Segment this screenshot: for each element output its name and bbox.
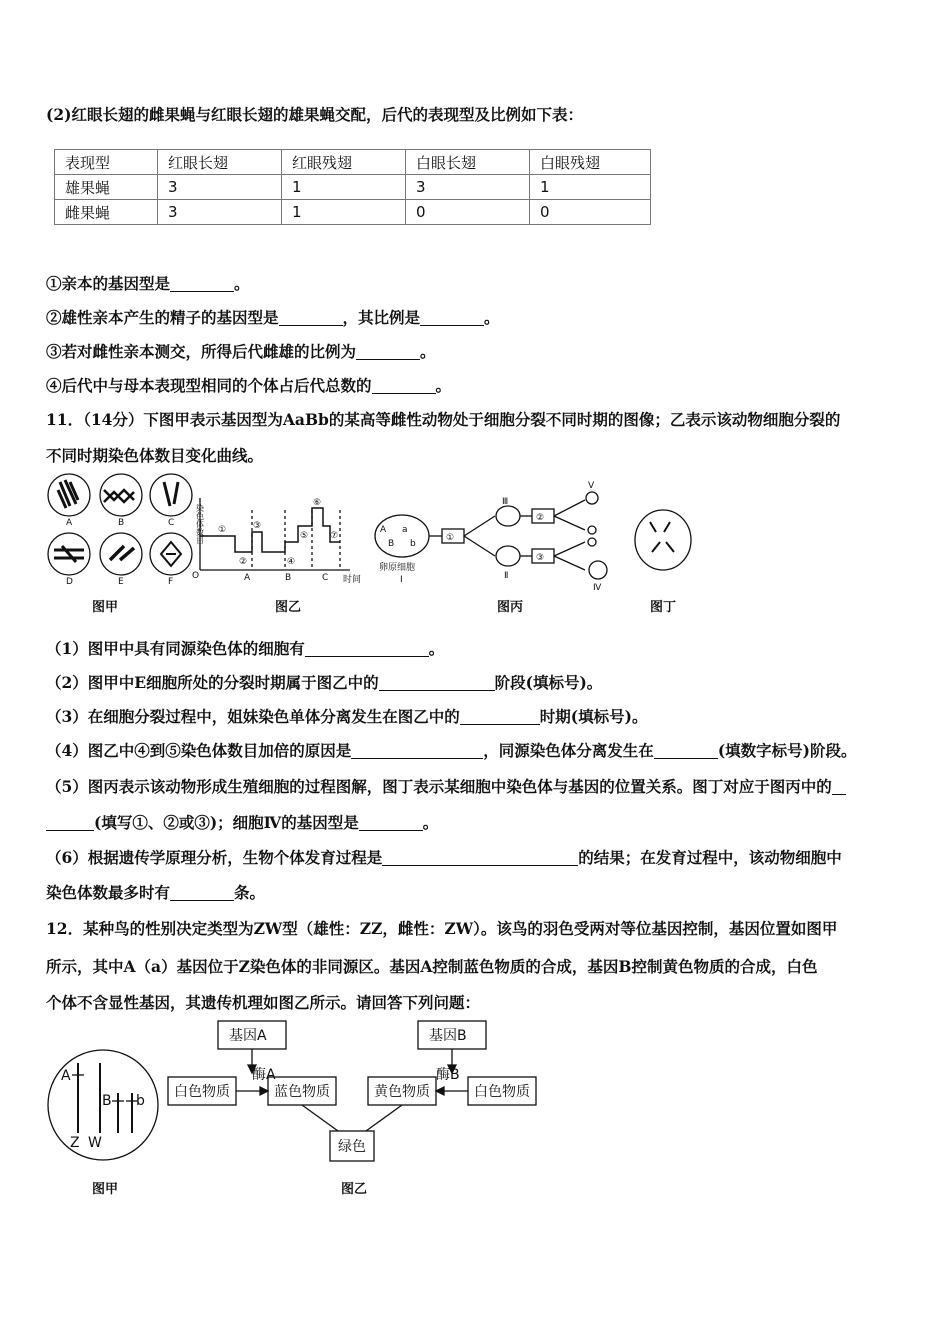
answer-blank[interactable] xyxy=(420,310,484,327)
gene-label: B xyxy=(102,1093,112,1109)
q11-figures xyxy=(40,470,720,620)
q12-stem: 所示，其中A（a）基因位于Z染色体的非同源区。基因A控制蓝色物质的合成，基因B控制黄色物质的合成，白色 xyxy=(46,957,818,976)
q10-text: 。 xyxy=(420,342,436,361)
gene-label: A xyxy=(61,1068,71,1084)
q11-item xyxy=(46,739,856,761)
answer-blank[interactable] xyxy=(359,815,423,832)
white-substance-text-2: 白色物质 xyxy=(474,1084,530,1100)
table-cell: 0 xyxy=(406,200,530,225)
q11-text: （2）图甲中E细胞所处的分裂时期属于图乙中的 xyxy=(46,673,379,692)
yi-stage: ① xyxy=(218,525,227,535)
cell-a xyxy=(48,474,90,516)
yi-stage: ⑤ xyxy=(300,531,309,541)
green-text: 绿色 xyxy=(338,1139,366,1155)
q11-stem: 11．（14分）下图甲表示基因型为AaBb的某高等雌性动物处于细胞分裂不同时期的图像；乙表示该动物细胞分裂的 xyxy=(46,410,841,429)
q10-text: 。 xyxy=(435,376,452,395)
bing-label: Ⅱ xyxy=(504,571,509,581)
chromosome-label: Z xyxy=(70,1135,80,1151)
bing-label: Ⅲ xyxy=(502,497,509,507)
answer-blank[interactable] xyxy=(654,743,718,760)
yi-stage: ③ xyxy=(253,521,262,531)
table-row xyxy=(55,175,651,200)
table-header-cell: 表现型 xyxy=(55,150,158,175)
answer-blank[interactable] xyxy=(351,743,483,760)
q11-text: ，同源染色体分离发生在 xyxy=(483,741,654,760)
table-header-row xyxy=(55,150,651,175)
q11-item xyxy=(46,881,265,903)
q10-item xyxy=(46,374,451,396)
q10-text: ②雄性亲本产生的精子的基因型是 xyxy=(46,308,279,327)
q11-item xyxy=(46,705,647,727)
cell-label: B xyxy=(118,518,125,528)
yi-segment: A xyxy=(244,573,251,583)
oogonium-cell xyxy=(375,515,429,557)
bing-gene: A xyxy=(380,525,387,535)
answer-blank[interactable] xyxy=(379,675,495,692)
table-header-cell: 白眼长翅 xyxy=(406,150,530,175)
table-cell: 0 xyxy=(530,200,651,225)
table-cell: 1 xyxy=(282,175,406,200)
chromosome-label: W xyxy=(88,1135,102,1151)
q11-text: 时期(填标号)。 xyxy=(539,707,648,726)
q10-text: ①亲本的基因型是 xyxy=(46,274,171,293)
yi-stage: ④ xyxy=(287,557,296,567)
ding-cell xyxy=(635,510,691,570)
intro-text: (2)红眼长翅的雌果蝇与红眼长翅的雄果蝇交配，后代的表现型及比例如下表： xyxy=(46,105,583,124)
q12-fig-jia-caption: 图甲 xyxy=(92,1182,119,1197)
yi-origin: O xyxy=(192,571,200,581)
yi-stage: ② xyxy=(239,557,248,567)
q11-text: 。 xyxy=(422,813,439,832)
table-cell: 3 xyxy=(158,175,282,200)
gene-a-text: 基因A xyxy=(229,1028,267,1044)
answer-blank[interactable] xyxy=(382,850,578,867)
enzyme-b-text: 酶B xyxy=(436,1067,460,1083)
q11-item xyxy=(46,671,602,693)
cell-e xyxy=(100,533,142,575)
q11-text: 。 xyxy=(428,639,445,658)
table-cell: 3 xyxy=(158,200,282,225)
q11-item xyxy=(46,637,444,659)
q11-text: （6）根据遗传学原理分析，生物个体发育过程是 xyxy=(46,848,383,867)
q10-item xyxy=(46,306,500,328)
bing-label: V xyxy=(588,481,595,491)
cell-label: F xyxy=(168,577,174,587)
yi-stage: ⑦ xyxy=(330,531,339,541)
q11-stem: 不同时期染色体数目变化曲线。 xyxy=(46,446,264,465)
q11-text: （3）在细胞分裂过程中，姐妹染色单体分离发生在图乙中的 xyxy=(46,707,460,726)
yi-segment: B xyxy=(285,573,292,583)
q10-text: 。 xyxy=(484,308,500,327)
yi-stage: ⑥ xyxy=(313,498,322,508)
q12-stem: 12．某种鸟的性别决定类型为ZW型（雄性：ZZ，雌性：ZW）。该鸟的羽色受两对等位基因控制，基因位置如图甲 xyxy=(46,919,838,938)
blue-substance-text: 蓝色物质 xyxy=(274,1084,330,1100)
bing-oogonium-label: 卵原细胞 xyxy=(379,563,416,573)
q11-item xyxy=(46,846,842,868)
cell-b xyxy=(100,474,142,516)
bing-gene: a xyxy=(402,525,408,535)
table-header-cell: 红眼残翅 xyxy=(282,150,406,175)
q11-text: 的结果；在发育过程中，该动物细胞中 xyxy=(578,848,842,867)
cell-label: A xyxy=(66,518,73,528)
table-cell: 雌果蝇 xyxy=(55,200,158,225)
fig-ding-caption: 图丁 xyxy=(650,600,677,615)
cell-label: C xyxy=(168,518,175,528)
q10-item xyxy=(46,340,436,362)
q11-text: （1）图甲中具有同源染色体的细胞有 xyxy=(46,639,305,658)
fig-yi-caption: 图乙 xyxy=(275,600,302,615)
yellow-substance-text: 黄色物质 xyxy=(374,1084,430,1100)
cell-iv xyxy=(589,561,607,579)
q10-text: ③若对雌性亲本测交，所得后代雌雄的比例为 xyxy=(46,342,357,361)
yi-segment: C xyxy=(322,573,329,583)
q10-text: ，其比例是 xyxy=(342,308,421,327)
q11-text: （5）图丙表示该动物形成生殖细胞的过程图解，图丁表示某细胞中染色体与基因的位置关系。图丁对应于图丙中的 xyxy=(46,777,832,796)
cell-label: E xyxy=(118,577,124,587)
q12-figures xyxy=(40,1015,560,1195)
table-cell: 1 xyxy=(530,175,651,200)
q11-item xyxy=(46,811,438,833)
bing-label: I xyxy=(400,575,403,585)
gene-label: b xyxy=(136,1093,145,1109)
answer-blank[interactable] xyxy=(832,779,846,796)
q11-text: （4）图乙中④到⑤染色体数目加倍的原因是 xyxy=(46,741,352,760)
table-cell: 1 xyxy=(282,200,406,225)
enzyme-a-text: 酶A xyxy=(252,1067,276,1083)
phenotype-table xyxy=(54,149,651,225)
table-cell: 雄果蝇 xyxy=(55,175,158,200)
q12-fig-yi-caption: 图乙 xyxy=(341,1182,368,1197)
answer-blank[interactable] xyxy=(460,709,540,726)
q11-text: 染色体数最多时有 xyxy=(46,883,171,902)
cell-c xyxy=(150,474,192,516)
bing-label: Ⅳ xyxy=(593,583,602,593)
table-header-cell: 白眼残翅 xyxy=(530,150,651,175)
q11-text: 条。 xyxy=(234,883,266,902)
cell-label: D xyxy=(66,577,73,587)
fig-bing-caption: 图丙 xyxy=(497,600,524,615)
table-header-cell: 红眼长翅 xyxy=(158,150,282,175)
bing-label: ② xyxy=(536,513,545,523)
q11-text: 阶段(填标号)。 xyxy=(494,673,603,692)
answer-blank[interactable] xyxy=(170,276,234,293)
table-cell: 3 xyxy=(406,175,530,200)
bing-label: ① xyxy=(446,533,455,543)
answer-blank[interactable] xyxy=(46,815,94,832)
q12-stem: 个体不含显性基因，其遗传机理如图乙所示。请回答下列问题： xyxy=(46,993,481,1012)
answer-blank[interactable] xyxy=(372,378,436,395)
bing-label: ③ xyxy=(536,553,545,563)
gene-b-text: 基因B xyxy=(429,1028,467,1044)
q11-text: (填数字标号)阶段。 xyxy=(717,741,857,760)
answer-blank[interactable] xyxy=(356,344,420,361)
yi-x-label: 时间 xyxy=(343,575,362,585)
white-substance-text: 白色物质 xyxy=(174,1084,230,1100)
bing-gene: B xyxy=(388,539,395,549)
q10-item xyxy=(46,272,250,294)
q11-text: (填写①、②或③)；细胞Ⅳ的基因型是 xyxy=(94,813,359,832)
answer-blank[interactable] xyxy=(279,310,343,327)
answer-blank[interactable] xyxy=(305,641,429,658)
q10-text: ④后代中与母本表现型相同的个体占后代总数的 xyxy=(46,376,372,395)
table-row xyxy=(55,200,651,225)
bing-gene: b xyxy=(410,539,416,549)
yi-y-label: 染色体数目 xyxy=(195,504,205,544)
fig-jia-caption: 图甲 xyxy=(92,600,119,615)
q11-item xyxy=(46,775,846,797)
answer-blank[interactable] xyxy=(170,885,234,902)
q10-text: 。 xyxy=(234,274,250,293)
